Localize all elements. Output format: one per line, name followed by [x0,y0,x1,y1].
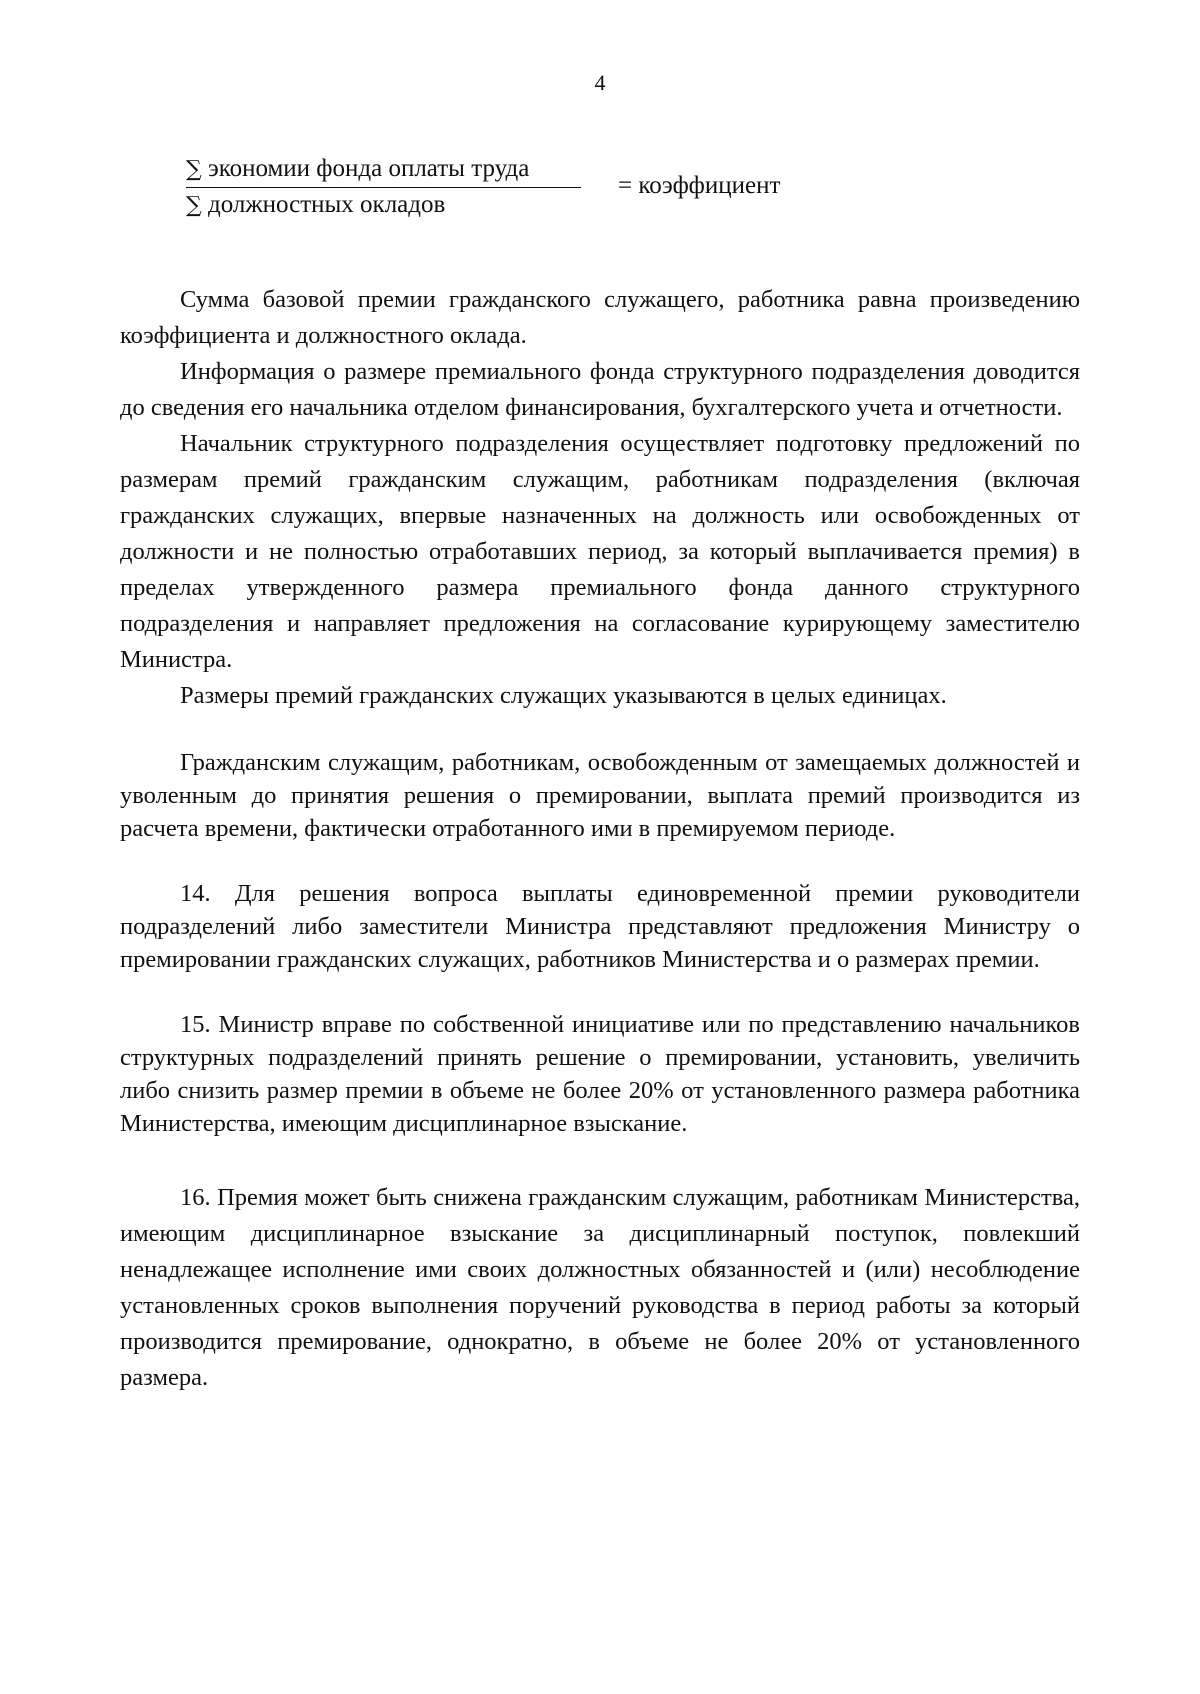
paragraph-dismissed-employees: Гражданским служащим, работникам, освобожденным от замещаемых должностей и уволенным до принятия решения о премировании, выплата премий производится из расчета времени, фактически отработанного ими в премируемом периоде. [120,749,1080,842]
formula-fraction [186,153,581,222]
document-body [120,282,1080,1396]
paragraph-head-proposals: Начальник структурного подразделения осуществляет подготовку предложений по размерам премий гражданским служащим, работникам подразделения (включая гражданских служащих, впервые назначенных на должность или освобожденных от должности и не полностью отработавших период, за который выплачивается премия) в пределах утвержденного размера премиального фонда данного структурного подразделения и направляет предложения на согласование курирующему заместителю Министра. [120,430,1080,673]
formula-numerator-text: экономии фонда оплаты труда [207,155,530,182]
sigma-symbol: ∑ [186,157,202,182]
formula-denominator [186,188,581,222]
paragraph-bonus-fund-info: Информация о размере премиального фонда структурного подразделения доводится до сведения его начальника отделом финансирования, бухгалтерского учета и отчетности. [120,358,1080,421]
paragraph-base-bonus: Сумма базовой премии гражданского служащего, работника равна произведению коэффициента и должностного оклада. [120,286,1080,349]
paragraph-whole-units: Размеры премий гражданских служащих указываются в целых единицах. [180,682,947,709]
paragraph-item-16: 16. Премия может быть снижена гражданским служащим, работникам Министерства, имеющим дисциплинарное взыскание за дисциплинарный поступок, повлекший ненадлежащее исполнение ими своих должностных обязанностей и (или) несоблюдение установленных сроков выполнения поручений руководства в период работы за который производится премирование, однократно, в объеме не более 20% от установленного размера. [120,1184,1080,1391]
paragraph-item-15: 15. Министр вправе по собственной инициативе или по представлению начальников структурных подразделений принять решение о премировании, установить, увеличить либо снизить размер премии в объеме не более 20% от установленного размера работника Министерства, имеющим дисциплинарное взыскание. [120,1011,1080,1137]
formula-result: = коэффициент [618,172,781,199]
formula-denominator-text: должностных окладов [207,191,446,218]
page-number: 4 [594,70,606,95]
sigma-symbol: ∑ [186,193,202,218]
paragraph-item-14: 14. Для решения вопроса выплаты единовременной премии руководители подразделений либо заместители Министра представляют предложения Министру о премировании гражданских служащих, работников Министерства и о размерах премии. [120,880,1080,973]
coefficient-formula [186,153,886,223]
formula-numerator [186,153,581,188]
